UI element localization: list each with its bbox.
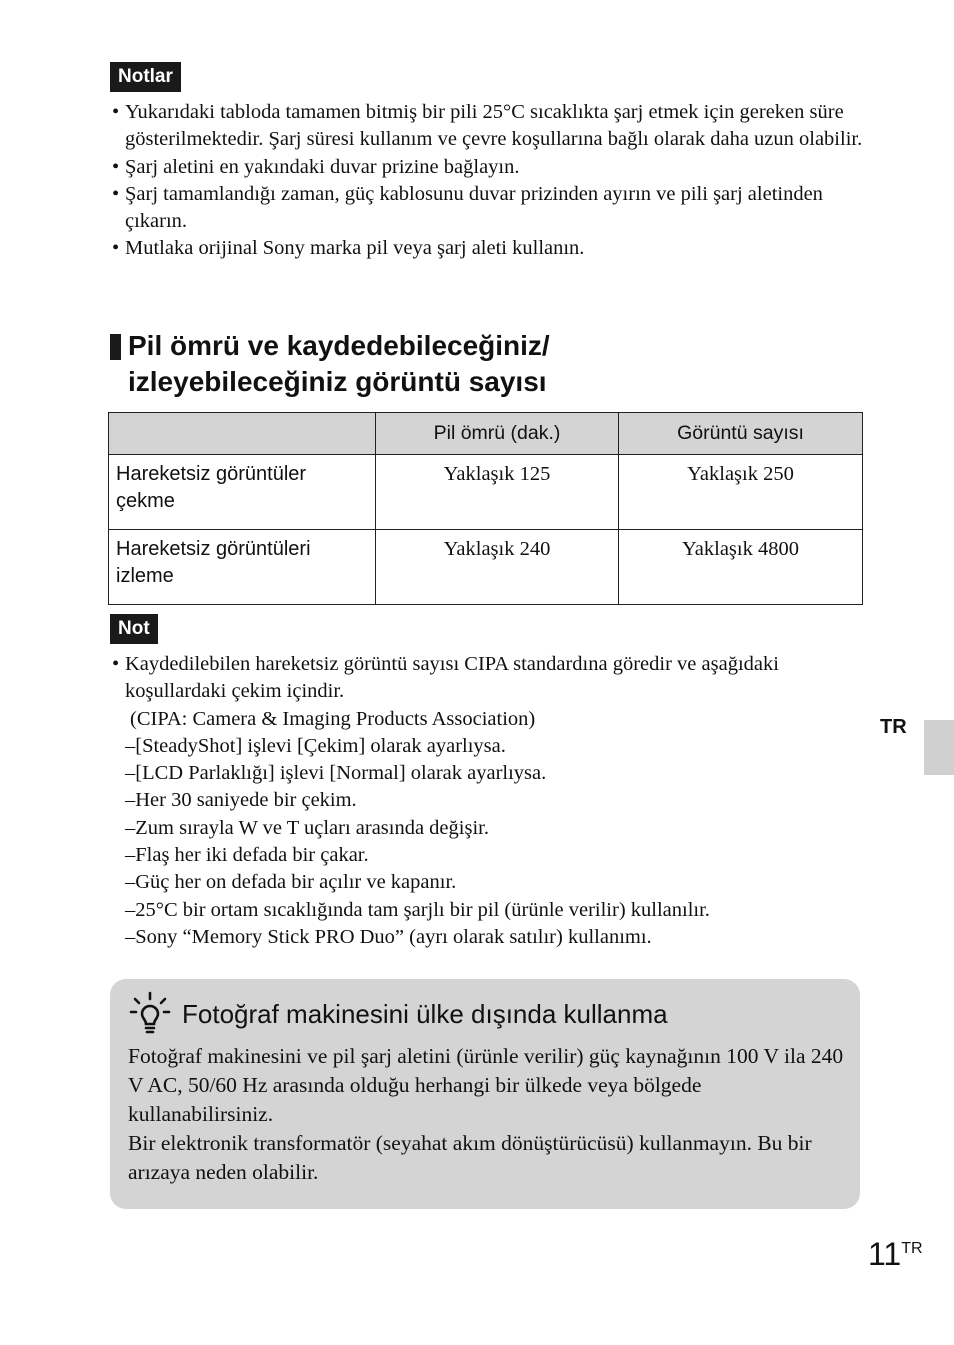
condition-item: –Güç her on defada bir açılır ve kapanır. (125, 871, 457, 894)
tip-box (110, 979, 860, 1209)
table-cell: Hareketsiz görüntüleri izleme (109, 530, 376, 605)
note-item: • Şarj aletini en yakındaki duvar prizine bağlayın. (112, 154, 872, 181)
heading-line-1: Pil ömrü ve kaydedebileceğiniz/ (128, 330, 550, 361)
table-row (109, 530, 863, 605)
note-tag: Not (110, 614, 158, 644)
notes-tag: Notlar (110, 62, 181, 92)
heading-marker (110, 334, 121, 360)
battery-table (108, 412, 863, 605)
table-cell: Yaklaşık 4800 (619, 530, 863, 605)
note-item: • Yukarıdaki tabloda tamamen bitmiş bir pili 25°C sıcaklıkta şarj etmek için gereken süre gösterilmektedir. Şarj süresi kullanım ve çevre koşullarına bağlı olarak daha uzun olabilir. (112, 99, 872, 154)
heading-line-2: izleyebileceğiniz görüntü sayısı (128, 366, 547, 397)
table-header-image-count: Görüntü sayısı (619, 413, 863, 455)
condition-item: –Zum sırayla W ve T uçları arasında değişir. (125, 816, 489, 839)
lightbulb-icon (128, 991, 172, 1040)
condition-item: –Flaş her iki defada bir çakar. (125, 844, 369, 867)
table-header-row (109, 413, 863, 455)
table-row (109, 455, 863, 530)
tip-paragraph: Fotoğraf makinesini ve pil şarj aletini (ürünle verilir) güç kaynağının 100 V ila 240 V AC, 50/60 Hz arasında olduğu herhangi bir ülkede veya bölgede kullanabilirsiniz. (128, 1044, 844, 1126)
table-cell: Yaklaşık 250 (619, 455, 863, 530)
table-header-battery-life: Pil ömrü (dak.) (376, 413, 619, 455)
note-intro: • Kaydedilebilen hareketsiz görüntü sayısı CIPA standardına göredir ve aşağıdaki koşullardaki çekim içindir. (112, 651, 872, 706)
condition-item: –25°C bir ortam sıcaklığında tam şarjlı bir pil (ürünle verilir) kullanılır. (125, 898, 710, 921)
language-tab (924, 720, 954, 775)
note-item: • Şarj tamamlandığı zaman, güç kablosunu duvar prizinden ayırın ve pili şarj aletinden çıkarın. (112, 181, 872, 236)
note-item: • Mutlaka orijinal Sony marka pil veya şarj aleti kullanın. (112, 235, 872, 262)
page-number-value: 11 (868, 1236, 902, 1272)
section-heading (108, 328, 868, 400)
note-list (112, 651, 872, 951)
condition-item: –Sony “Memory Stick PRO Duo” (ayrı olarak satılır) kullanımı. (125, 925, 652, 948)
condition-item: –[SteadyShot] işlevi [Çekim] olarak ayarlıysa. (125, 734, 506, 757)
cipa-line: (CIPA: Camera & Imaging Products Association) (130, 707, 536, 730)
tip-paragraph: Bir elektronik transformatör (seyahat akım dönüştürücüsü) kullanmayın. Bu bir arızaya neden olabilir. (128, 1131, 812, 1184)
tip-title: Fotoğraf makinesini ülke dışında kullanma (182, 999, 668, 1029)
table-header-empty (109, 413, 376, 455)
table-cell: Yaklaşık 240 (376, 530, 619, 605)
condition-item: –[LCD Parlaklığı] işlevi [Normal] olarak ayarlıysa. (125, 762, 547, 785)
language-label: TR (880, 716, 907, 738)
page-number (868, 1236, 923, 1273)
table-cell: Yaklaşık 125 (376, 455, 619, 530)
condition-item: –Her 30 saniyede bir çekim. (125, 789, 357, 812)
notes-list (112, 99, 872, 263)
table-cell: Hareketsiz görüntüler çekme (109, 455, 376, 530)
tip-body (128, 1042, 848, 1187)
page-number-suffix: TR (901, 1240, 923, 1257)
